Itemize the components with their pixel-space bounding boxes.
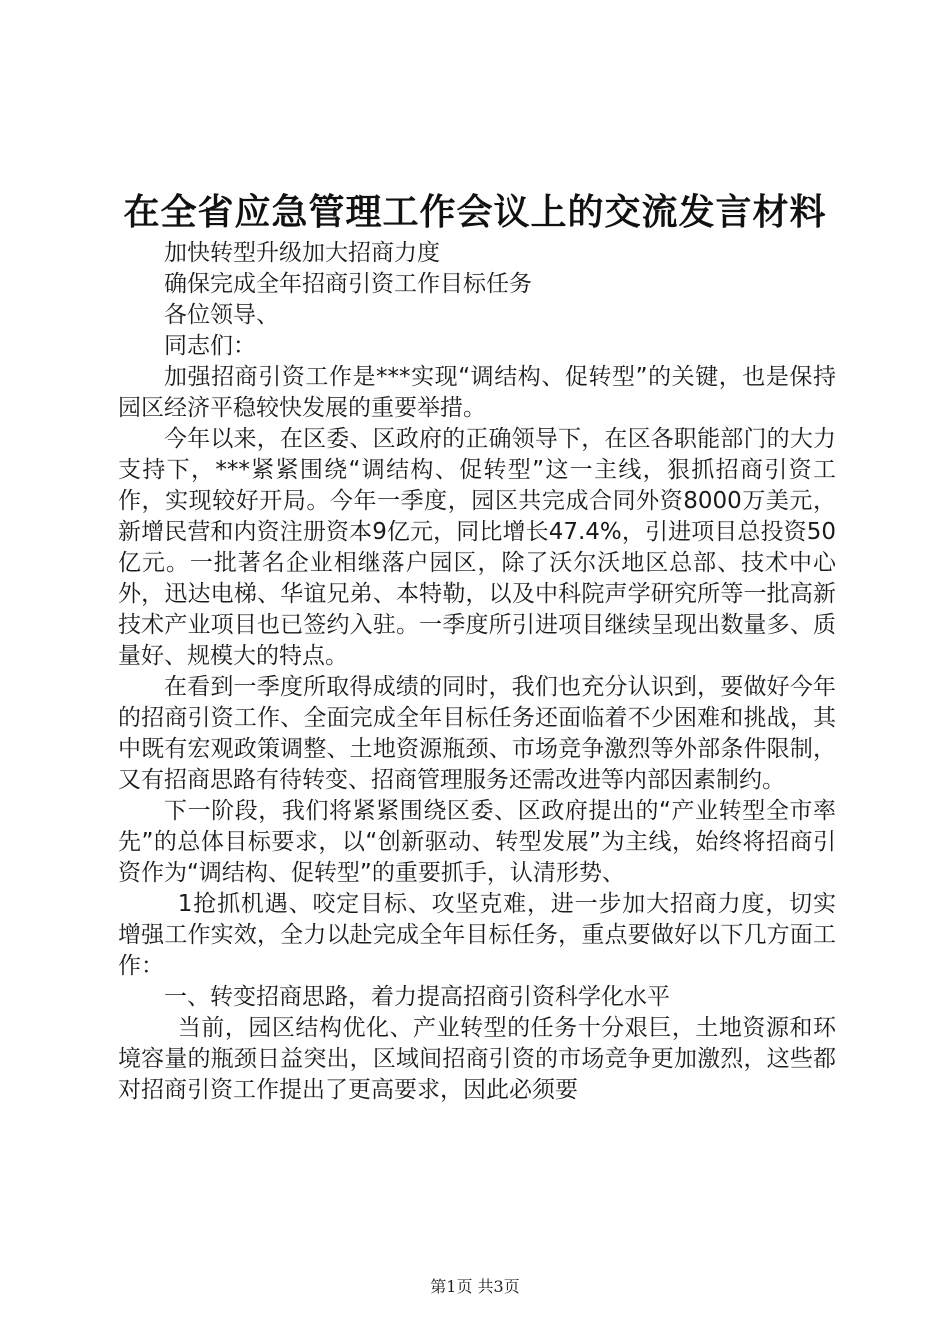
document-title: 在全省应急管理工作会议上的交流发言材料: [123, 191, 827, 233]
paragraph: 1抢抓机遇、咬定目标、攻坚克难，进一步加大招商力度，切实增强工作实效，全力以赴完成全年目标任务，重点要做好以下几方面工作：: [118, 891, 836, 979]
paragraph: 加强招商引资工作是***实现“调结构、促转型”的关键，也是保持园区经济平稳较快发展的重要举措。: [118, 364, 836, 421]
page-number-footer: 第1页 共3页: [430, 1277, 520, 1296]
document-body: [118, 238, 836, 1106]
paragraph: 下一阶段，我们将紧紧围绕区委、区政府提出的“产业转型全市率先”的总体目标要求，以“创新驱动、转型发展”为主线，始终将招商引资作为“调结构、促转型”的重要抓手，认清形势、: [118, 798, 836, 886]
subtitle-line-1: 加快转型升级加大招商力度: [164, 240, 440, 266]
paragraph: 当前，园区结构优化、产业转型的任务十分艰巨，土地资源和环境容量的瓶颈日益突出，区域间招商引资的市场竞争更加激烈，这些都对招商引资工作提出了更高要求，因此必须要: [118, 1015, 836, 1103]
salutation-line-2: 同志们：: [164, 333, 256, 359]
paragraph: 今年以来，在区委、区政府的正确领导下，在区各职能部门的大力支持下，***紧紧围绕“调结构、促转型”这一主线，狠抓招商引资工作，实现较好开局。今年一季度，园区共完成合同外资8000万美元，新增民营和内资注册资本9亿元，同比增长47.4%，引进项目总投资50亿元。一批著名企业相继落户园区，除了沃尔沃地区总部、技术中心外，迅达电梯、华谊兄弟、本特勒，以及中科院声学研究所等一批高新技术产业项目也已签约入驻。一季度所引进项目继续呈现出数量多、质量好、规模大的特点。: [118, 426, 836, 669]
salutation-line-1: 各位领导、: [164, 302, 279, 328]
subtitle-line-2: 确保完成全年招商引资工作目标任务: [164, 271, 532, 297]
paragraph: 在看到一季度所取得成绩的同时，我们也充分认识到，要做好今年的招商引资工作、全面完成全年目标任务还面临着不少困难和挑战，其中既有宏观政策调整、土地资源瓶颈、市场竞争激烈等外部条件限制，又有招商思路有待转变、招商管理服务还需改进等内部因素制约。: [118, 674, 836, 793]
section-heading: 一、转变招商思路，着力提高招商引资科学化水平: [164, 984, 670, 1010]
